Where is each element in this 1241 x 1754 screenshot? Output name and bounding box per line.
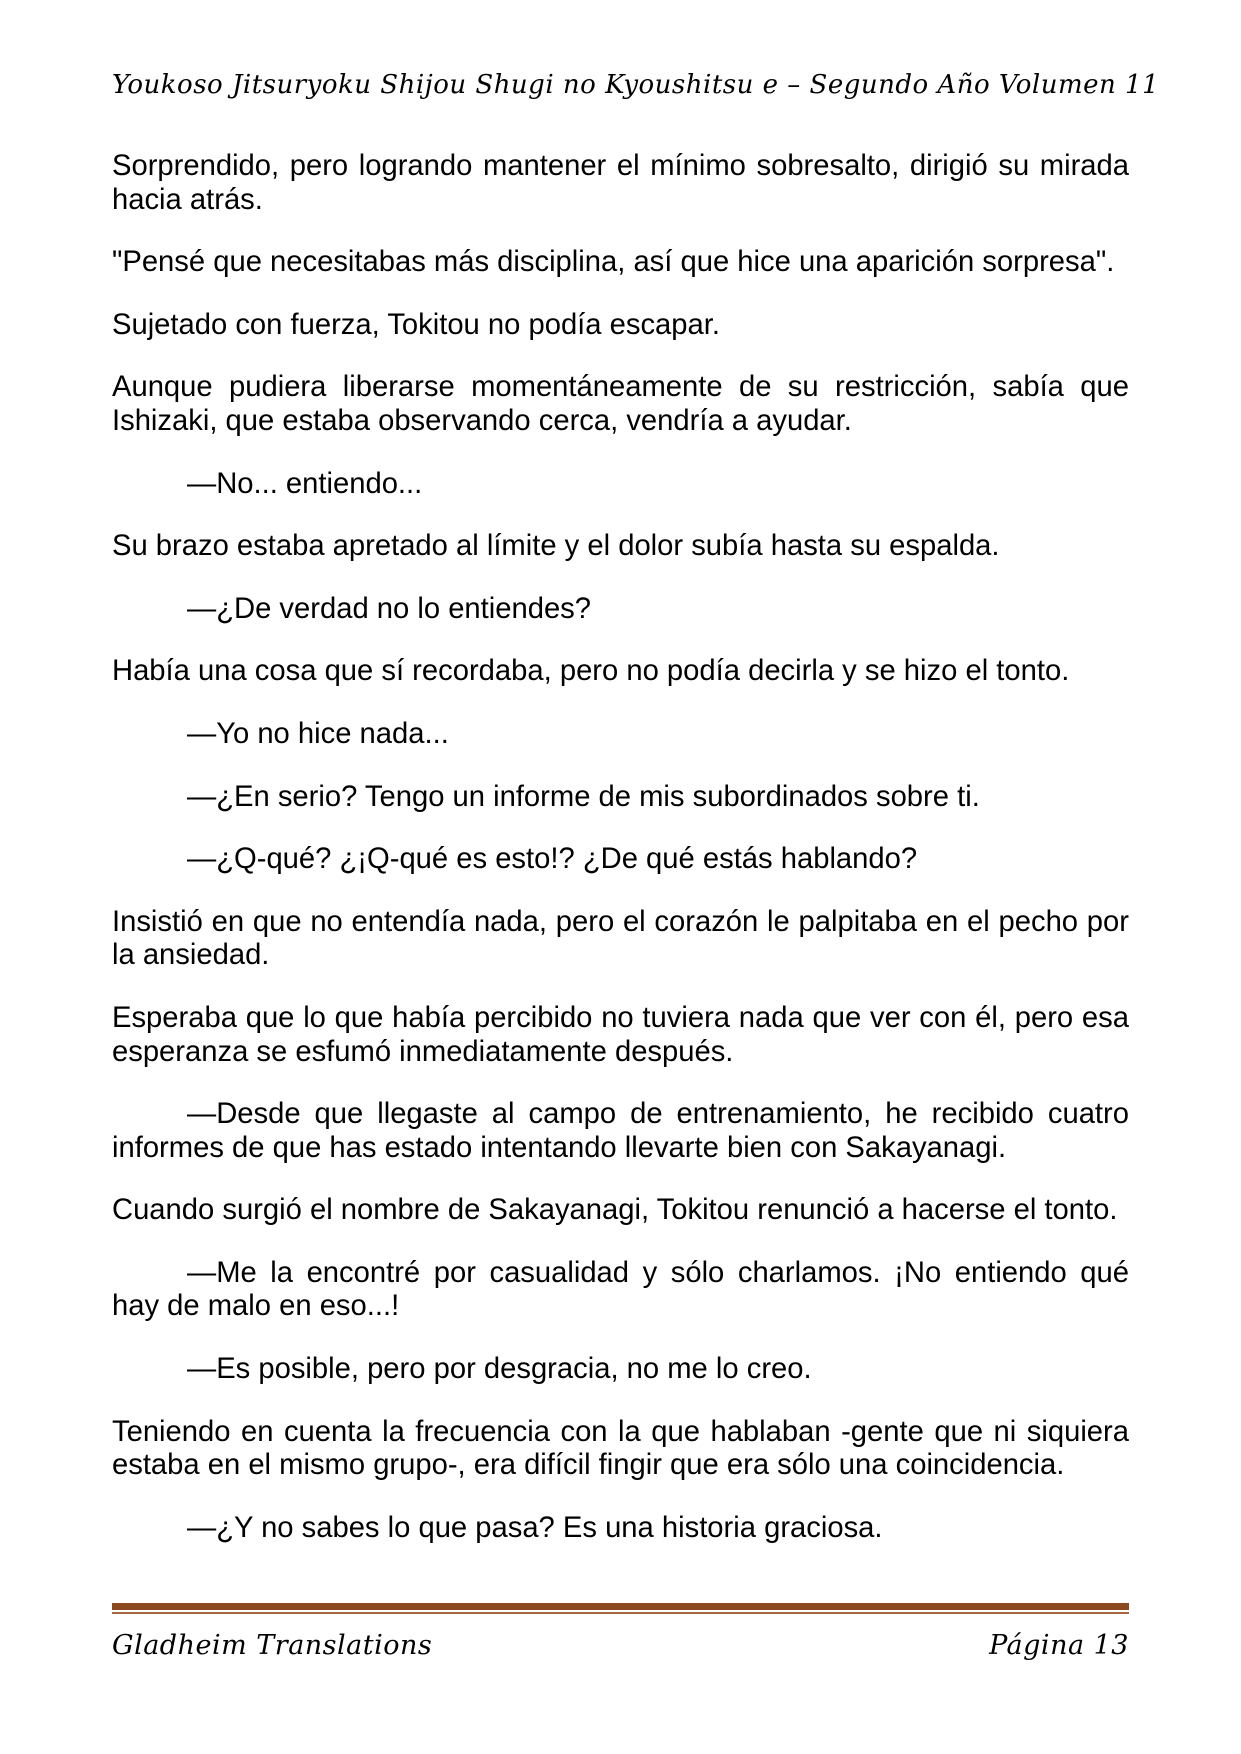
body-paragraphs — [112, 150, 1129, 1574]
footer-rule-thin — [112, 1612, 1129, 1614]
footer-rule-thick — [112, 1603, 1129, 1610]
footer-row — [112, 1630, 1129, 1661]
narration-paragraph: Había una cosa que sí recordaba, pero no podía decirla y se hizo el tonto. — [112, 655, 1070, 688]
narration-paragraph: Esperaba que lo que había percibido no tuviera nada que ver con él, pero esa esperanza se esfumó inmediatamente después. — [112, 1001, 1129, 1068]
narration-paragraph: Insistió en que no entendía nada, pero el corazón le palpitaba en el pecho por la ansiedad. — [112, 905, 1129, 972]
narration-paragraph: Sorprendido, pero logrando mantener el mínimo sobresalto, dirigió su mirada hacia atrás. — [112, 150, 1129, 216]
narration-paragraph: Teniendo en cuenta la frecuencia con la que hablaban -gente que ni siquiera estaba en el mismo grupo-, era difícil fingir que era sólo una coincidencia. — [112, 1415, 1129, 1482]
dialogue-paragraph: —¿Y no sabes lo que pasa? Es una historia graciosa. — [187, 1511, 883, 1544]
narration-paragraph: Su brazo estaba apretado al límite y el dolor subía hasta su espalda. — [112, 530, 1000, 563]
dialogue-paragraph: —Yo no hice nada... — [187, 717, 449, 750]
page-footer — [112, 1603, 1129, 1661]
dialogue-paragraph: —Me la encontré por casualidad y sólo charlamos. ¡No entiendo qué hay de malo en eso...! — [112, 1256, 1129, 1323]
page-header — [112, 70, 1160, 100]
dialogue-paragraph: —No... entiendo... — [187, 467, 423, 500]
footer-page-number: Página 13 — [989, 1630, 1129, 1661]
dialogue-paragraph: —¿En serio? Tengo un informe de mis subordinados sobre ti. — [187, 780, 980, 813]
dialogue-paragraph: —¿Q-qué? ¿¡Q-qué es esto!? ¿De qué estás hablando? — [187, 843, 918, 876]
dialogue-paragraph: —¿De verdad no lo entiendes? — [187, 592, 592, 625]
footer-translator-credit: Gladheim Translations — [112, 1630, 433, 1661]
header-title: Youkoso Jitsuryoku Shijou Shugi no Kyoushitsu e – Segundo Año Volumen 11 — [112, 70, 1160, 100]
dialogue-paragraph: —Desde que llegaste al campo de entrenamiento, he recibido cuatro informes de que has estado intentando llevarte bien con Sakayanagi. — [112, 1098, 1129, 1164]
narration-paragraph: Cuando surgió el nombre de Sakayanagi, Tokitou renunció a hacerse el tonto. — [112, 1194, 1118, 1227]
narration-paragraph: Sujetado con fuerza, Tokitou no podía escapar. — [112, 308, 720, 341]
dialogue-paragraph: —Es posible, pero por desgracia, no me lo creo. — [187, 1353, 812, 1386]
narration-paragraph: Aunque pudiera liberarse momentáneamente de su restricción, sabía que Ishizaki, que estaba observando cerca, vendría a ayudar. — [112, 371, 1129, 437]
narration-paragraph: "Pensé que necesitabas más disciplina, así que hice una aparición sorpresa". — [112, 246, 1115, 279]
